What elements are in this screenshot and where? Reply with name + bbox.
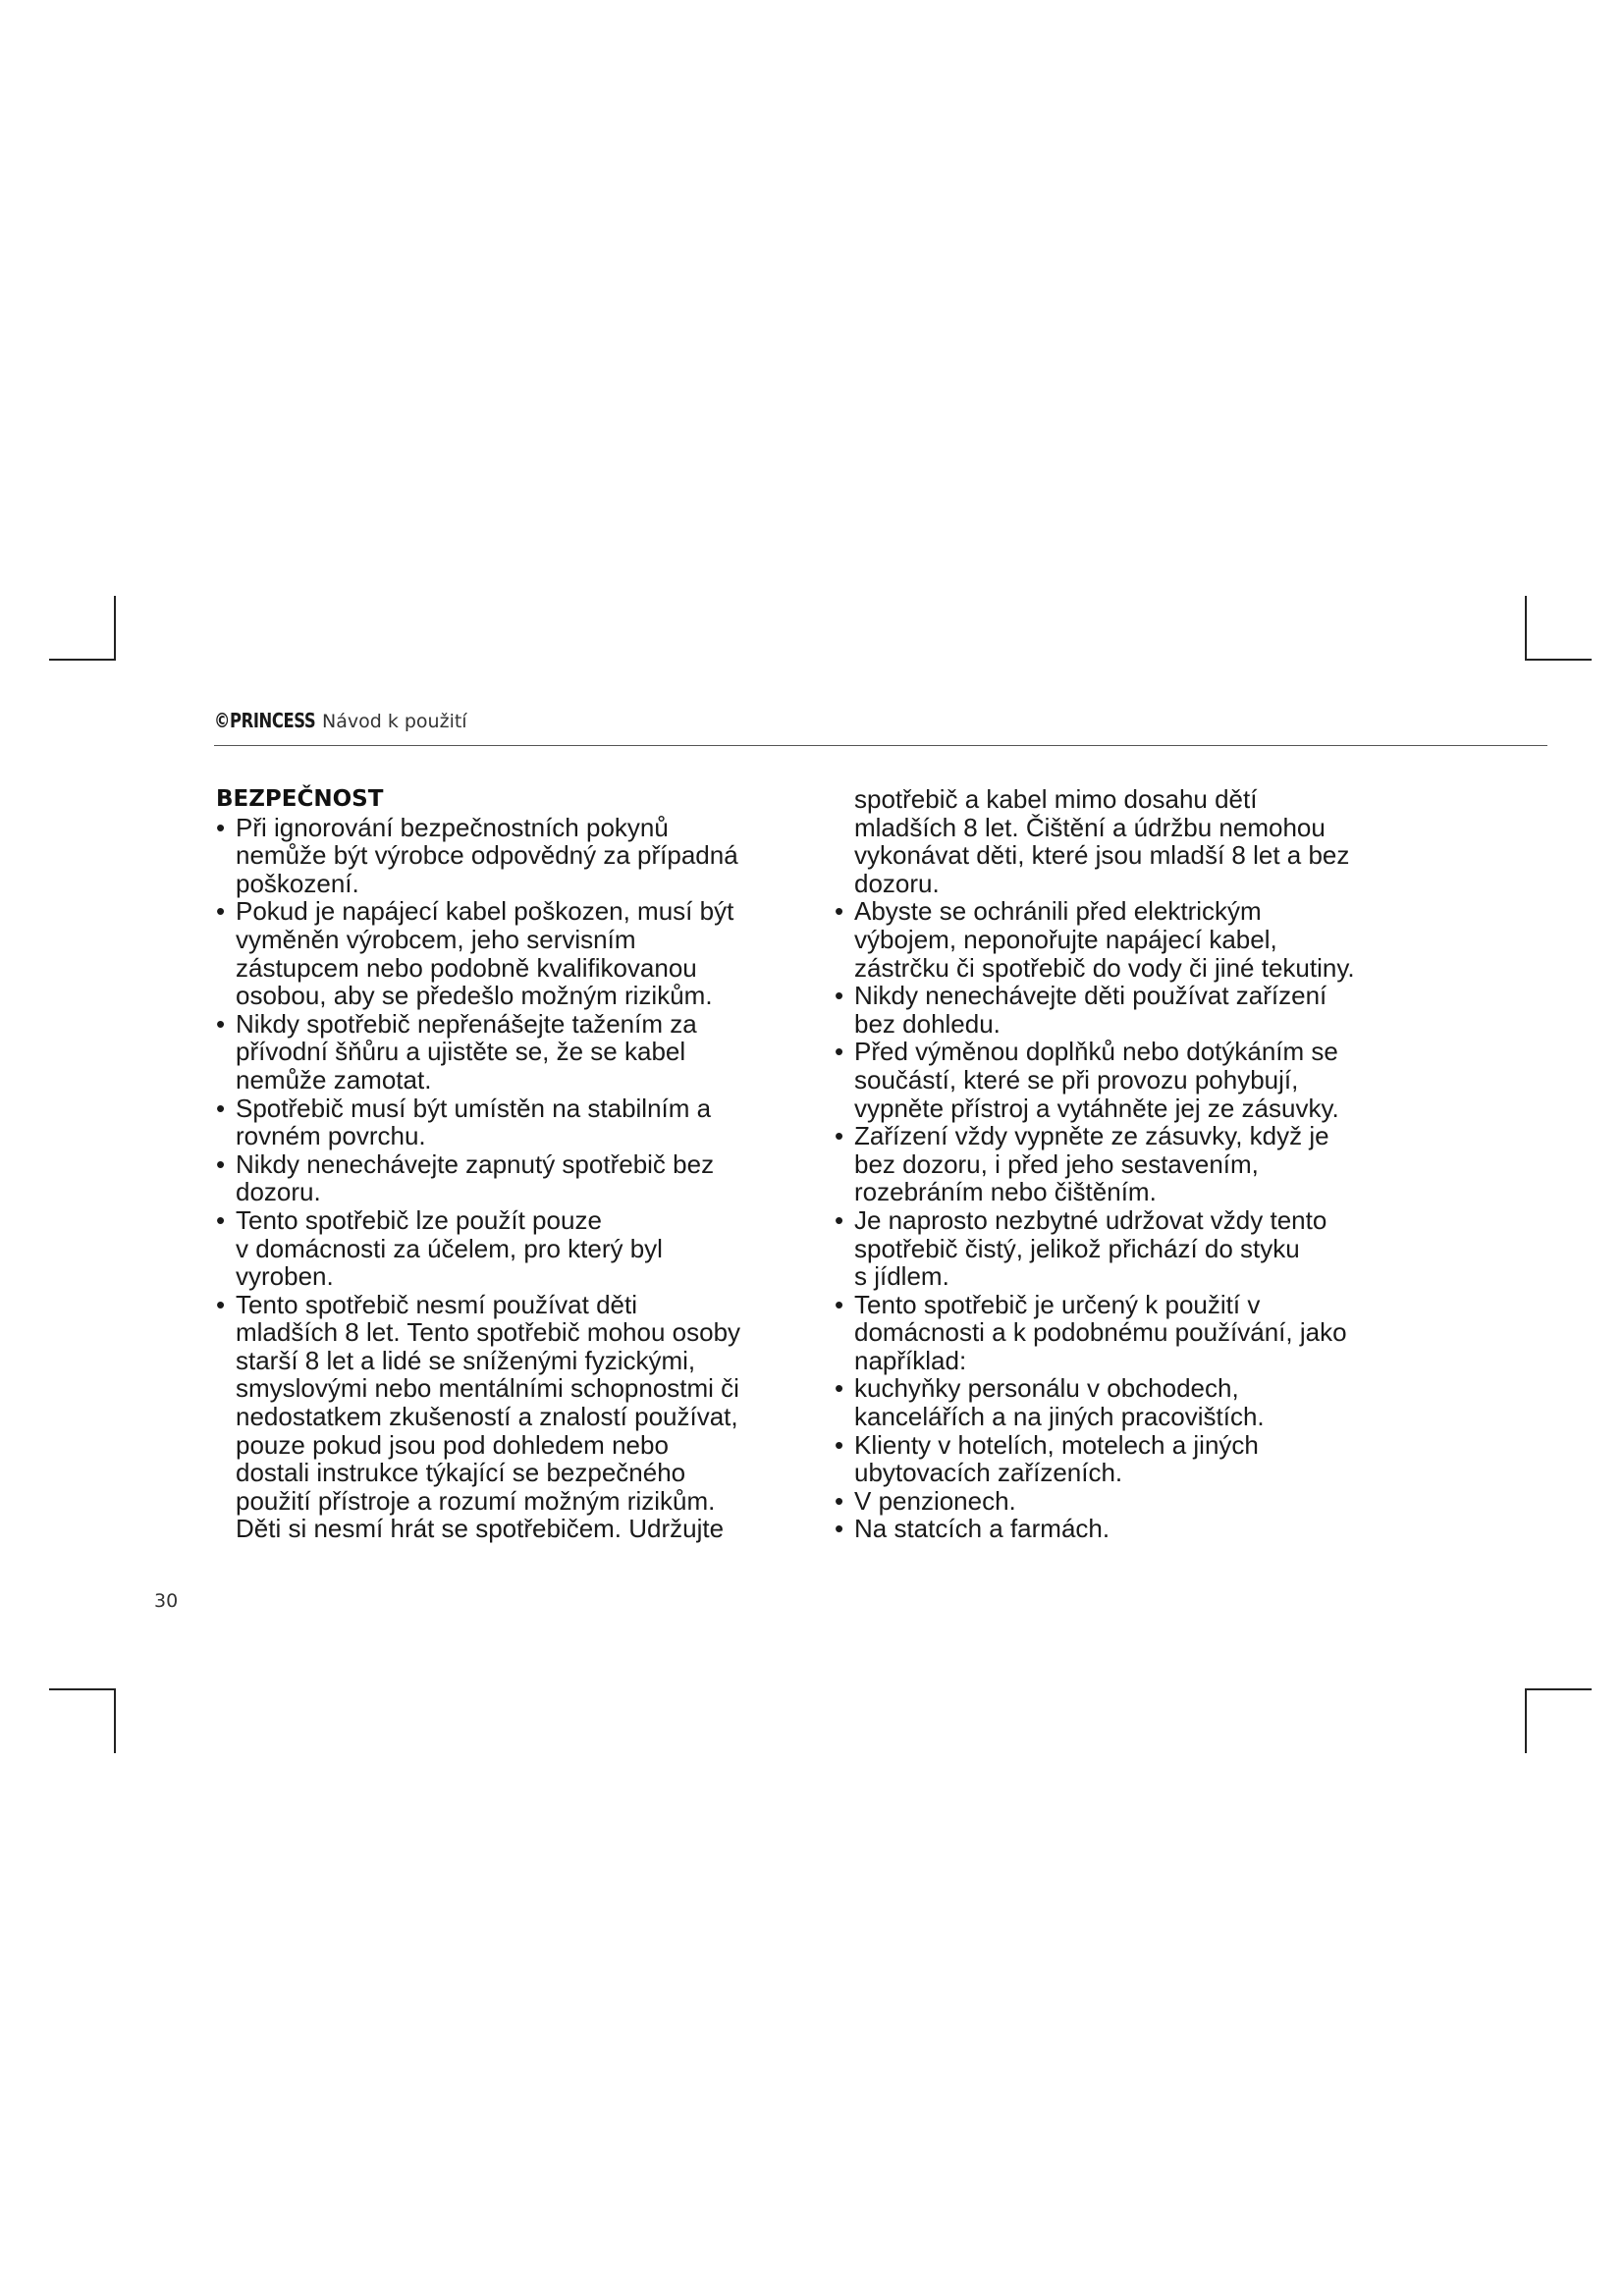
bullet-glyph: • (835, 1514, 844, 1544)
list-item-line: rovném povrchu. (236, 1121, 426, 1151)
header-subtitle: Návod k použití (322, 711, 467, 732)
list-item-line: použití přístroje a rozumí možným rizikům. (236, 1485, 716, 1516)
crop-mark-bottom-right-h (1525, 1688, 1592, 1690)
continued-line: mladších 8 let. Čištění a údržbu nemohou (854, 812, 1326, 842)
list-item-line: například: (854, 1345, 967, 1375)
list-item-line: výbojem, neponořujte napájecí kabel, (854, 924, 1277, 954)
bullet-glyph: • (835, 1429, 844, 1460)
header-divider (214, 745, 1547, 746)
bullet-glyph: • (835, 1037, 844, 1067)
crop-mark-bottom-left-v (114, 1688, 116, 1753)
list-item-line: bez dozoru, i před jeho sestavením, (854, 1148, 1259, 1179)
list-item-line: nemůže být výrobce odpovědný za případná (236, 840, 738, 871)
crop-mark-bottom-left-h (49, 1688, 116, 1690)
continued-line: spotřebič a kabel mimo dosahu dětí (854, 784, 1258, 814)
list-item-line: ubytovacích zařízeních. (854, 1458, 1123, 1488)
list-item (835, 1206, 1424, 1291)
list-item (835, 897, 1424, 982)
list-item (216, 897, 805, 1009)
bullet-glyph: • (835, 896, 844, 927)
list-item-line: přívodní šňůru a ujistěte se, že se kabel (236, 1037, 686, 1067)
list-item-line: kuchyňky personálu v obchodech, (854, 1373, 1239, 1404)
list-item-line: osobou, aby se předešlo možným rizikům. (236, 981, 713, 1011)
list-item-line: Nikdy spotřebič nepřenášejte tažením za (236, 1008, 697, 1039)
bullet-glyph: • (835, 1373, 844, 1404)
list-item-line: poškození. (236, 868, 359, 898)
list-item-line: Při ignorování bezpečnostních pokynů (236, 812, 669, 842)
left-bullet-list (216, 814, 805, 1543)
list-item (835, 1431, 1424, 1487)
crop-mark-top-left-h (49, 659, 116, 661)
crop-mark-bottom-right-v (1525, 1688, 1527, 1753)
list-item (835, 1122, 1424, 1206)
list-item-line: Klienty v hotelích, motelech a jiných (854, 1429, 1259, 1460)
list-item-line: vypněte přístroj a vytáhněte jej ze zásuvky. (854, 1093, 1339, 1123)
list-item-line: Nikdy nenechávejte děti používat zařízení (854, 981, 1327, 1011)
list-item-line: smyslovými nebo mentálními schopnostmi či (236, 1373, 739, 1404)
bullet-glyph: • (835, 1485, 844, 1516)
list-item (216, 1291, 805, 1543)
list-item-line: dozoru. (236, 1177, 321, 1207)
bullet-glyph: • (835, 1204, 844, 1235)
list-item-line: Tento spotřebič lze použít pouze (236, 1204, 602, 1235)
list-item-line: mladších 8 let. Tento spotřebič mohou osoby (236, 1317, 741, 1348)
bullet-glyph: • (835, 1289, 844, 1319)
page-header (214, 709, 1547, 732)
list-item-line: Tento spotřebič je určený k použití v (854, 1289, 1261, 1319)
brand-logo: ©PRINCESS (214, 709, 316, 732)
list-item-line: kancelářích a na jiných pracovištích. (854, 1402, 1265, 1432)
list-item (835, 982, 1424, 1038)
list-item (835, 1374, 1424, 1430)
list-item-line: zástupcem nebo podobně kvalifikovanou (236, 952, 697, 983)
list-item (216, 1206, 805, 1291)
bullet-glyph: • (216, 896, 226, 927)
list-item-line: Tento spotřebič nesmí používat děti (236, 1289, 638, 1319)
bullet-glyph: • (216, 1148, 226, 1179)
list-item-line: nemůže zamotat. (236, 1064, 432, 1095)
bullet-glyph: • (216, 1093, 226, 1123)
list-item-line: pouze pokud jsou pod dohledem nebo (236, 1429, 669, 1460)
section-heading: BEZPEČNOST (216, 786, 384, 812)
list-item-line: starší 8 let a lidé se sníženými fyzickými, (236, 1345, 696, 1375)
list-item-line: vyroben. (236, 1261, 334, 1292)
list-item-line: Abyste se ochránili před elektrickým (854, 896, 1262, 927)
list-item-line: Pokud je napájecí kabel poškozen, musí být (236, 896, 734, 927)
list-item-line: Děti si nesmí hrát se spotřebičem. Udržujte (236, 1514, 725, 1544)
continued-paragraph (835, 785, 1424, 897)
right-bullet-list (835, 897, 1424, 1543)
bullet-glyph: • (216, 1204, 226, 1235)
list-item-line: zástrčku či spotřebič do vody či jiné tekutiny. (854, 952, 1355, 983)
list-item-line: Před výměnou doplňků nebo dotýkáním se (854, 1037, 1338, 1067)
list-item-line: Spotřebič musí být umístěn na stabilním a (236, 1093, 712, 1123)
list-item-line: spotřebič čistý, jelikož přichází do styku (854, 1233, 1300, 1263)
continued-line: dozoru. (854, 868, 940, 898)
list-item-line: vyměněn výrobcem, jeho servisním (236, 924, 636, 954)
page-number: 30 (154, 1590, 179, 1612)
list-item-line: dostali instrukce týkající se bezpečného (236, 1458, 686, 1488)
list-item-line: nedostatkem zkušeností a znalostí používat, (236, 1402, 738, 1432)
bullet-glyph: • (835, 981, 844, 1011)
list-item (216, 1010, 805, 1095)
list-item (216, 1150, 805, 1206)
crop-mark-top-left-v (114, 596, 116, 661)
bullet-glyph: • (216, 1289, 226, 1319)
list-item-line: domácnosti a k podobnému používání, jako (854, 1317, 1347, 1348)
bullet-glyph: • (216, 1008, 226, 1039)
right-column (835, 785, 1424, 1543)
list-item (216, 1095, 805, 1150)
list-item (216, 814, 805, 898)
list-item-line: součástí, které se při provozu pohybují, (854, 1064, 1299, 1095)
bullet-glyph: • (216, 812, 226, 842)
list-item-line: Zařízení vždy vypněte ze zásuvky, když je (854, 1121, 1329, 1151)
crop-mark-top-right-v (1525, 596, 1527, 661)
list-item (835, 1515, 1424, 1543)
continued-line: vykonávat děti, které jsou mladší 8 let a bez (854, 840, 1350, 871)
crop-mark-top-right-h (1525, 659, 1592, 661)
list-item-line: rozebráním nebo čištěním. (854, 1177, 1157, 1207)
bullet-glyph: • (835, 1121, 844, 1151)
list-item (835, 1291, 1424, 1375)
list-item-line: Nikdy nenechávejte zapnutý spotřebič bez (236, 1148, 715, 1179)
list-item-line: V penzionech. (854, 1485, 1016, 1516)
list-item (835, 1038, 1424, 1122)
list-item-line: bez dohledu. (854, 1008, 1001, 1039)
list-item-line: v domácnosti za účelem, pro který byl (236, 1233, 663, 1263)
left-column (216, 785, 805, 1543)
list-item-line: Na statcích a farmách. (854, 1514, 1110, 1544)
list-item (835, 1487, 1424, 1516)
list-item-line: Je naprosto nezbytné udržovat vždy tento (854, 1204, 1327, 1235)
list-item-line: s jídlem. (854, 1261, 949, 1292)
